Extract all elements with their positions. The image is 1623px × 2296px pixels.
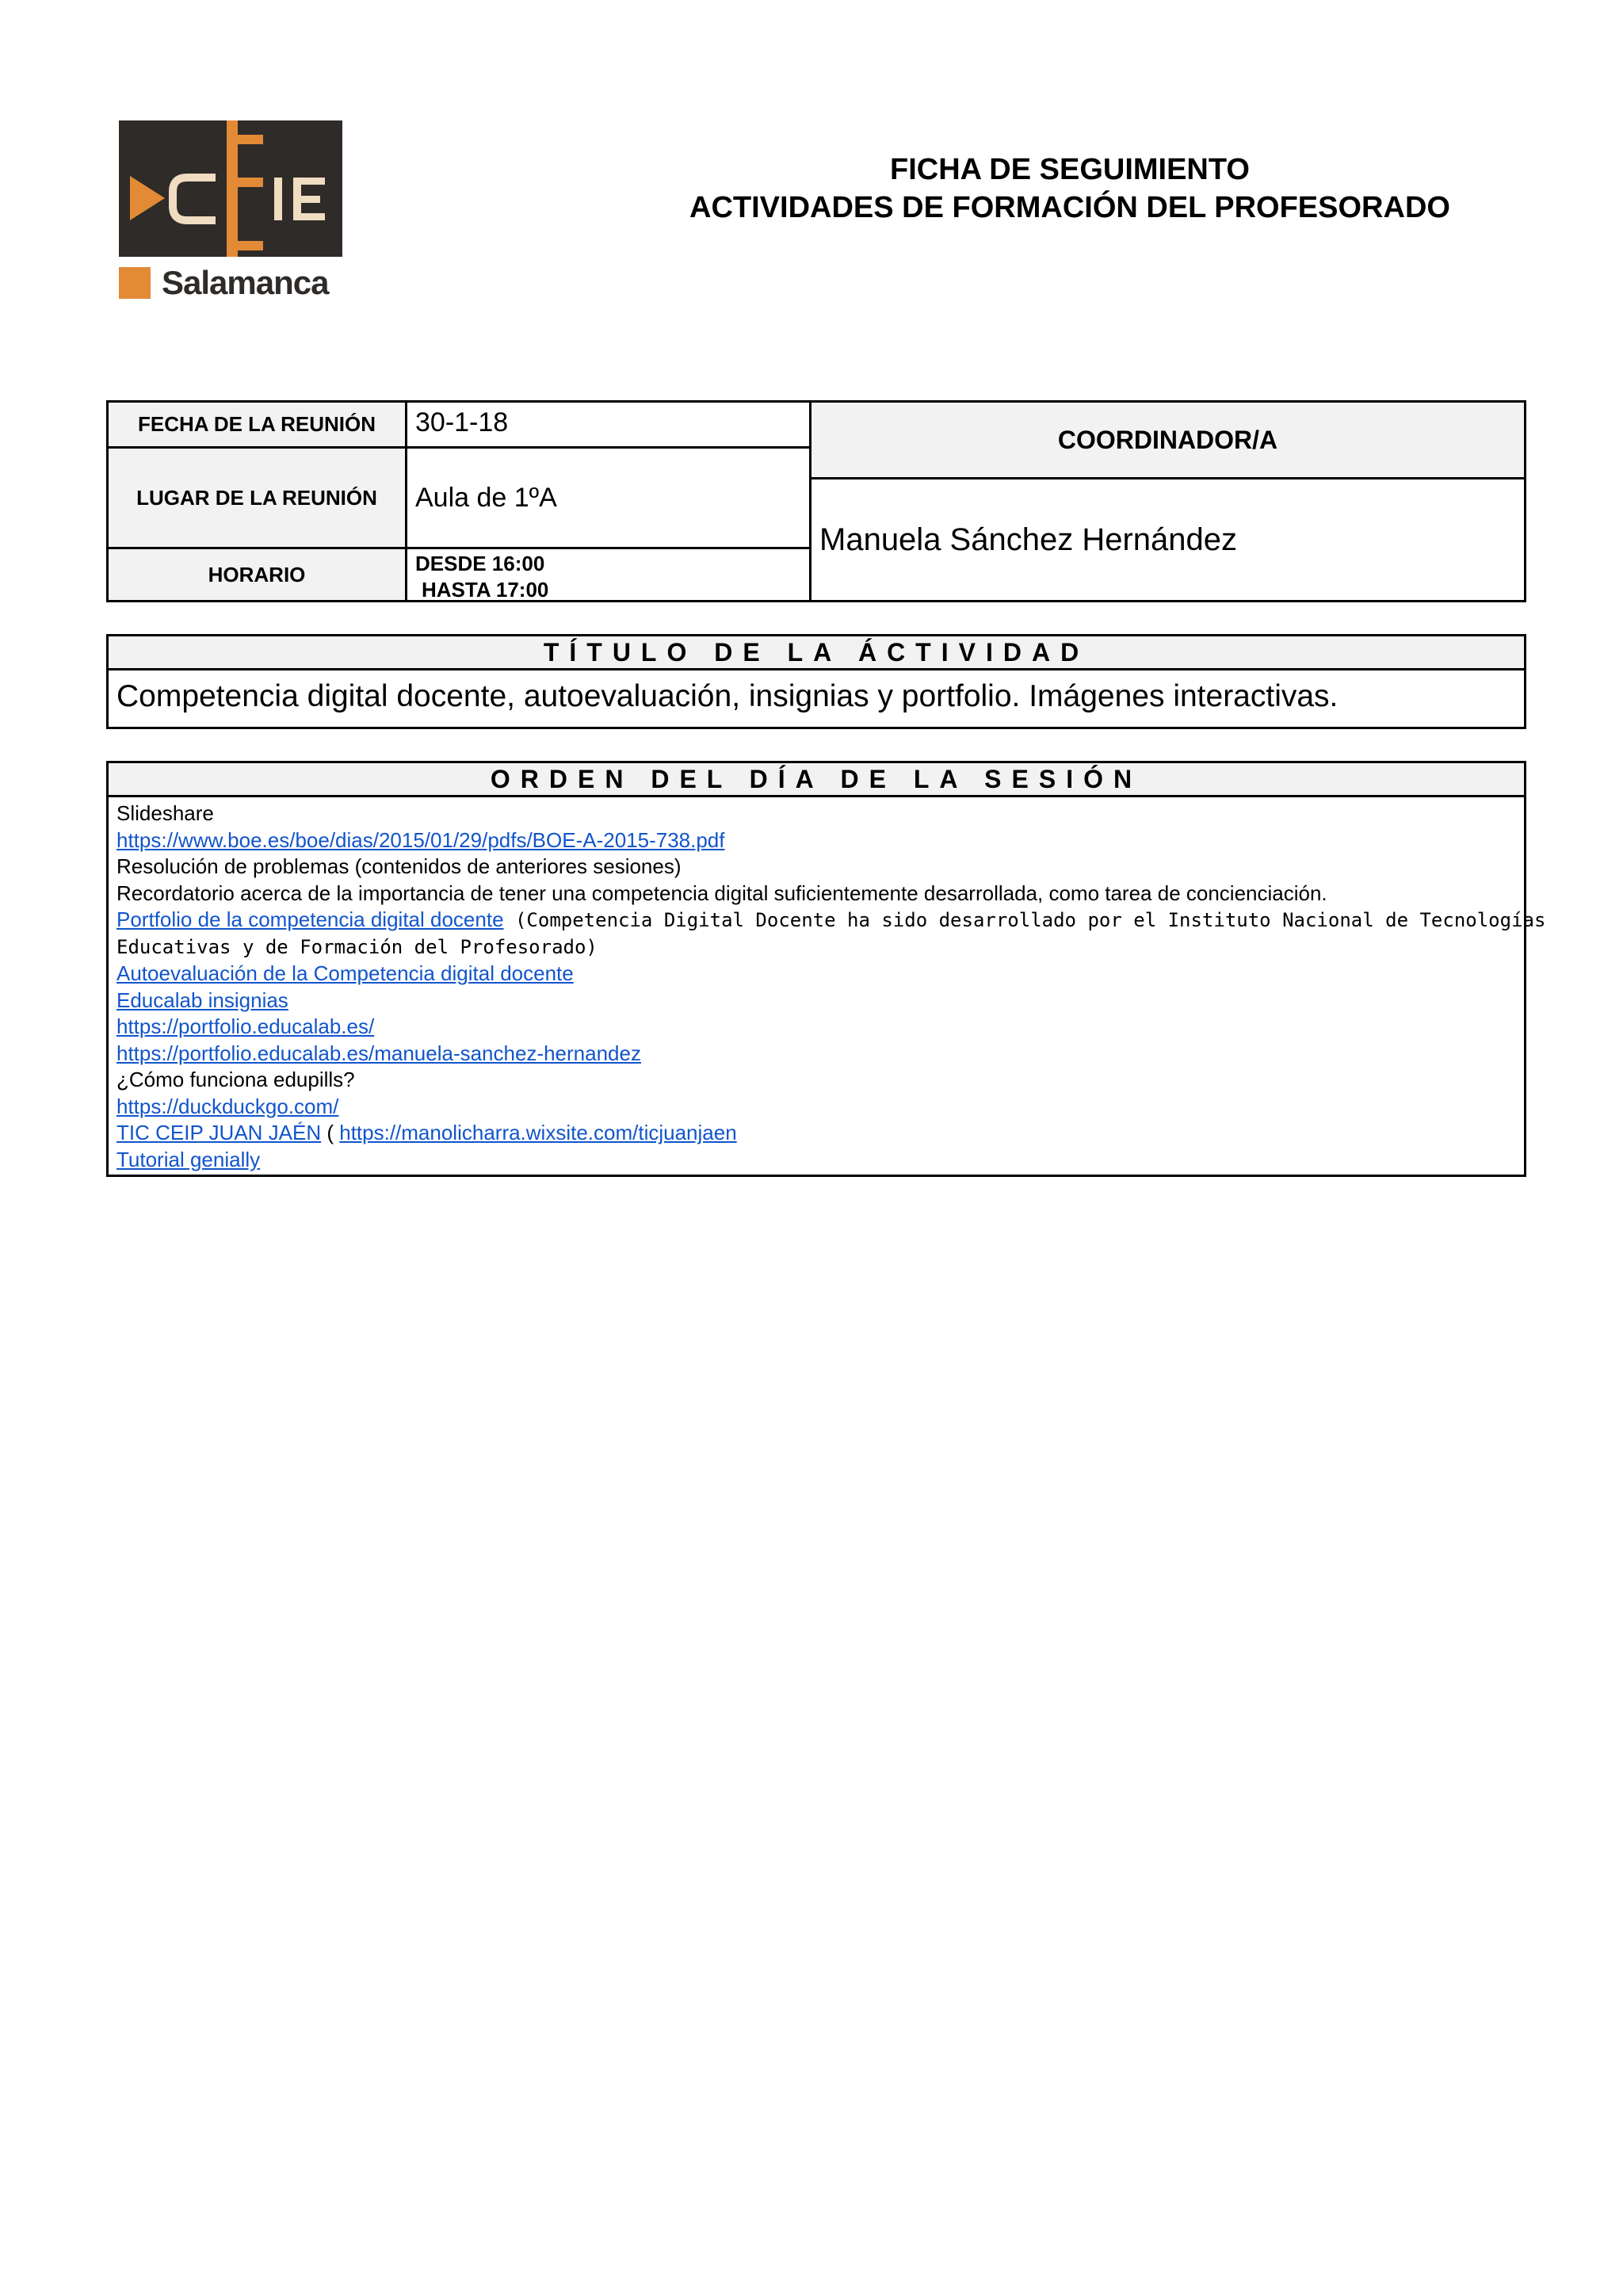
autoevaluacion-link[interactable]: Autoevaluación de la Competencia digital docente (116, 961, 574, 985)
activity-title: Competencia digital docente, autoevaluación, insignias y portfolio. Imágenes interactivas. (116, 679, 1338, 713)
page-title-line2: ACTIVIDADES DE FORMACIÓN DEL PROFESORADO (689, 191, 1450, 224)
agenda-item-edupills: ¿Cómo funciona edupills? (116, 1068, 355, 1091)
place-label: LUGAR DE LA REUNIÓN (109, 449, 407, 549)
logo-square-icon (119, 267, 151, 299)
page-title-line1: FICHA DE SEGUIMIENTO (890, 153, 1250, 186)
schedule-to: HASTA 17:00 (422, 578, 549, 602)
tic-ceip-link[interactable]: TIC CEIP JUAN JAÉN (116, 1121, 322, 1144)
activity-title-heading: TÍTULO DE LA ÁCTIVIDAD (109, 636, 1524, 670)
paren-open: ( (321, 1121, 340, 1144)
meeting-info-table (106, 400, 1526, 602)
agenda-item-problemas: Resolución de problemas (contenidos de anteriores sesiones) (116, 854, 682, 878)
date-value: 30-1-18 (407, 403, 812, 449)
agenda-heading: ORDEN DEL DÍA DE LA SESIÓN (109, 763, 1524, 797)
agenda-item-slideshare: Slideshare (116, 801, 214, 825)
place-value: Aula de 1ºA (407, 449, 812, 549)
schedule-label: HORARIO (109, 549, 407, 600)
educalab-insignias-link[interactable]: Educalab insignias (116, 988, 288, 1012)
portfolio-note-line1: (Competencia Digital Docente ha sido desarrollado por el Instituto Nacional de Tecnologías (503, 909, 1546, 931)
schedule-from: DESDE 16:00 (415, 552, 545, 575)
agenda-body (109, 797, 1546, 1173)
agenda-box (106, 761, 1546, 1177)
activity-title-box (106, 634, 1526, 729)
agenda-item-recordatorio: Recordatorio acerca de la importancia de tener una competencia digital suficientemente desarrollada, como tarea de concienciación. (116, 881, 1327, 905)
portfolio-competencia-link[interactable]: Portfolio de la competencia digital docente (116, 907, 504, 931)
tic-url-link[interactable]: https://manolicharra.wixsite.com/ticjuanjaen (339, 1121, 737, 1144)
duckduckgo-link[interactable]: https://duckduckgo.com/ (116, 1094, 339, 1118)
logo-emblem (119, 120, 342, 257)
coordinator-label: COORDINADOR/A (812, 403, 1524, 479)
logo-wordmark (119, 265, 328, 301)
portfolio-site-link[interactable]: https://portfolio.educalab.es/ (116, 1014, 375, 1038)
genially-tutorial-link[interactable]: Tutorial genially (116, 1147, 261, 1171)
date-label: FECHA DE LA REUNIÓN (109, 403, 407, 449)
logo-word-text: Salamanca (162, 264, 329, 301)
coordinator-value: Manuela Sánchez Hernández (819, 521, 1238, 557)
portfolio-user-link[interactable]: https://portfolio.educalab.es/manuela-sanchez-hernandez (116, 1041, 641, 1065)
cfie-logo (119, 120, 342, 301)
boe-link[interactable]: https://www.boe.es/boe/dias/2015/01/29/pdfs/BOE-A-2015-738.pdf (116, 827, 725, 852)
portfolio-note-line2: Educativas y de Formación del Profesorado) (116, 935, 598, 958)
schedule-value (407, 549, 812, 600)
cfie-emblem-graphic (119, 120, 342, 257)
